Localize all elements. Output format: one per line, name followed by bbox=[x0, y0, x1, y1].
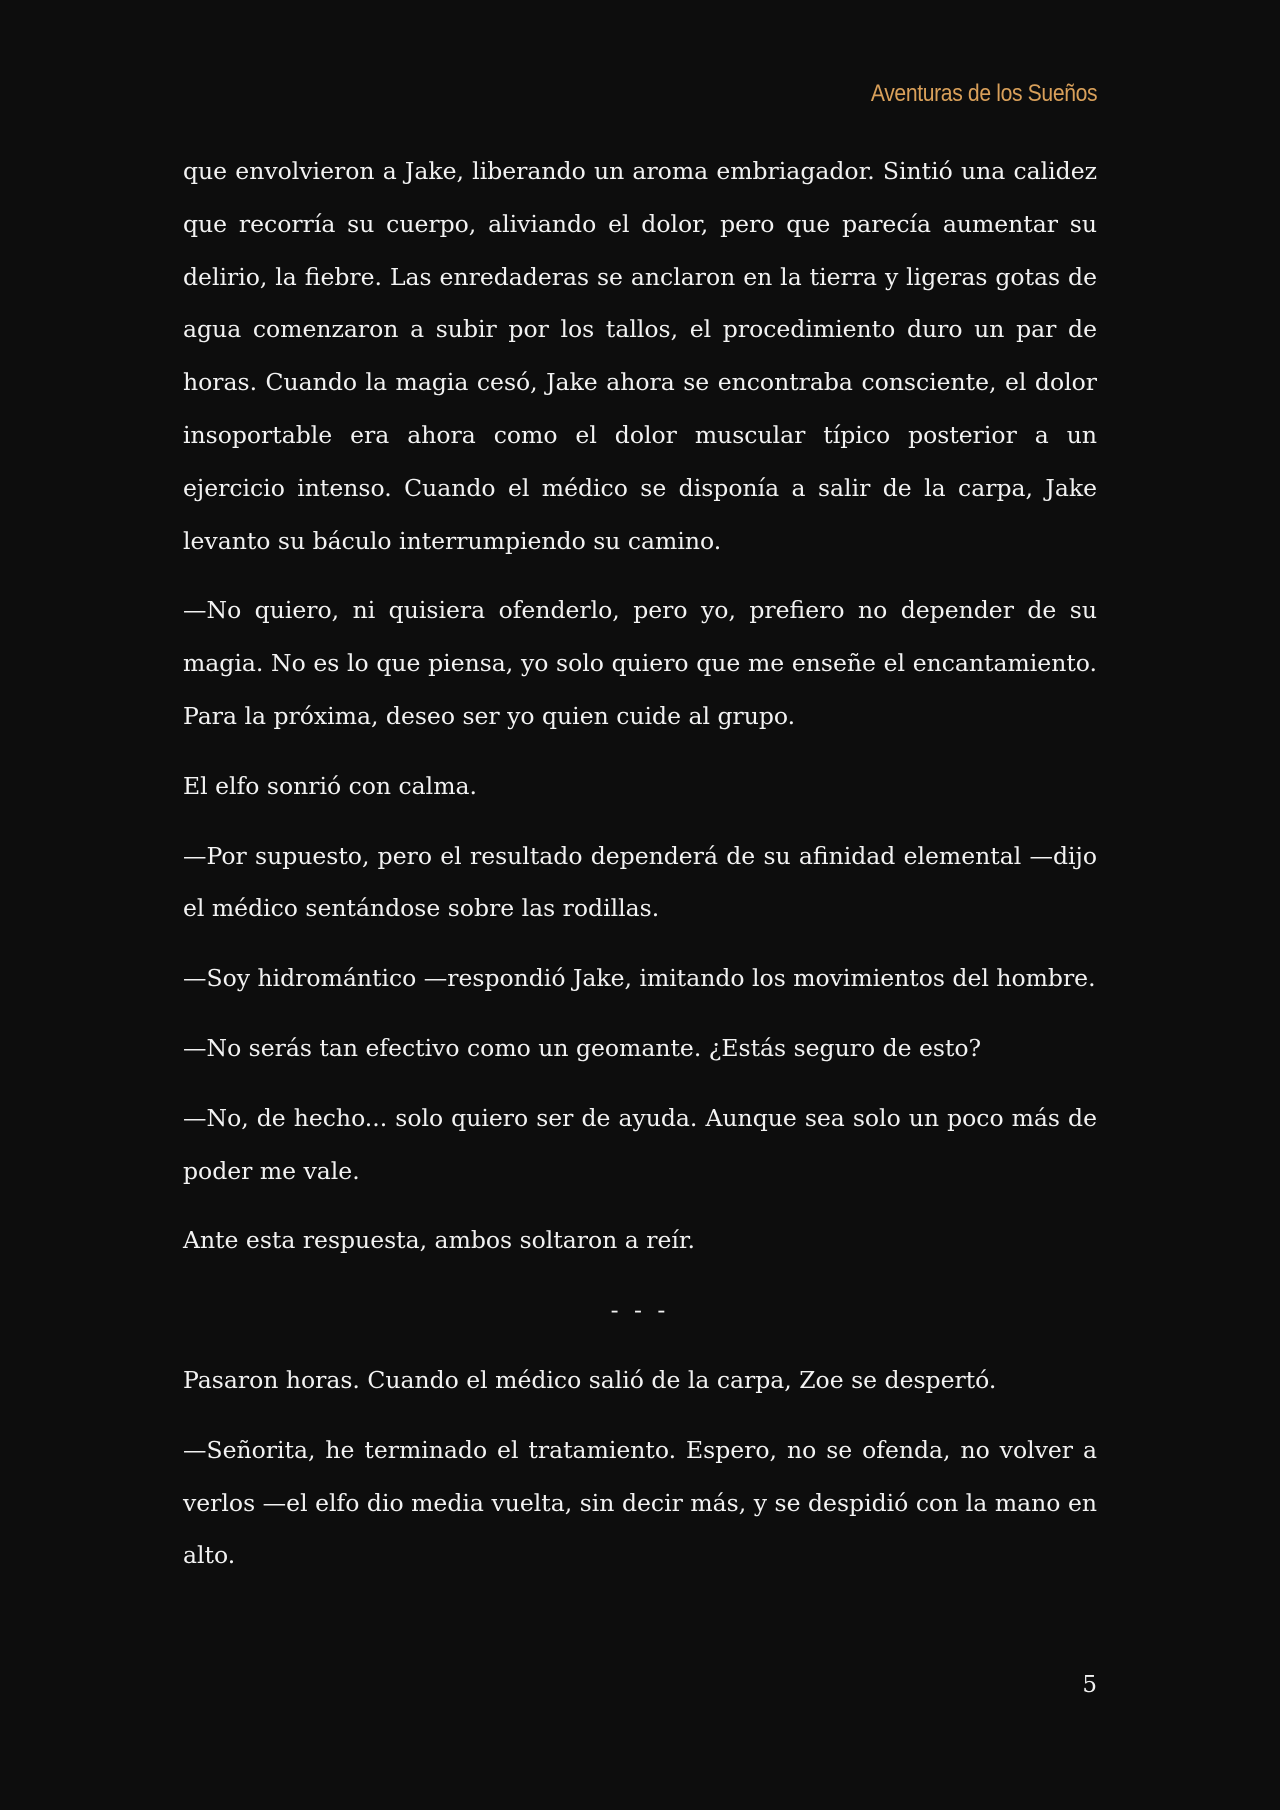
page-body bbox=[183, 145, 1097, 1582]
paragraph: Ante esta respuesta, ambos soltaron a reír. bbox=[183, 1226, 695, 1255]
paragraph: —No quiero, ni quisiera ofenderlo, pero yo, prefiero no depender de su magia. No es lo que piensa, yo solo quiero que me enseñe el encantamiento. Para la próxima, deseo ser yo quien cuide al grupo. bbox=[183, 596, 1097, 730]
scene-break: - - - bbox=[610, 1296, 670, 1325]
paragraph: —Soy hidromántico —respondió Jake, imitando los movimientos del hombre. bbox=[183, 964, 1096, 993]
paragraph: —No serás tan efectivo como un geomante. ¿Estás seguro de esto? bbox=[183, 1033, 982, 1062]
paragraph: —No, de hecho... solo quiero ser de ayuda. Aunque sea solo un poco más de poder me vale. bbox=[183, 1103, 1097, 1185]
paragraph: que envolvieron a Jake, liberando un aroma embriagador. Sintió una calidez que recorría su cuerpo, aliviando el dolor, pero que parecía aumentar su delirio, la fiebre. Las enredaderas se anclaron en la tierra y ligeras gotas de agua comenzaron a subir por los tallos, el procedimiento duro un par de horas. Cuando la magia cesó, Jake ahora se encontraba consciente, el dolor insoportable era ahora como el dolor muscular típico posterior a un ejercicio intenso. Cuando el médico se disponía a salir de la carpa, Jake levanto su báculo interrumpiendo su camino. bbox=[183, 157, 1097, 555]
paragraph: El elfo sonrió con calma. bbox=[183, 771, 477, 800]
page-number: 5 bbox=[1082, 1672, 1097, 1698]
running-header-title: Aventuras de los Sueños bbox=[870, 80, 1097, 107]
paragraph: Pasaron horas. Cuando el médico salió de la carpa, Zoe se despertó. bbox=[183, 1365, 997, 1394]
paragraph: —Por supuesto, pero el resultado dependerá de su afinidad elemental —dijo el médico sentándose sobre las rodillas. bbox=[183, 841, 1097, 923]
paragraph: —Señorita, he terminado el tratamiento. Espero, no se ofenda, no volver a verlos —el elfo dio media vuelta, sin decir más, y se despidió con la mano en alto. bbox=[183, 1435, 1097, 1570]
